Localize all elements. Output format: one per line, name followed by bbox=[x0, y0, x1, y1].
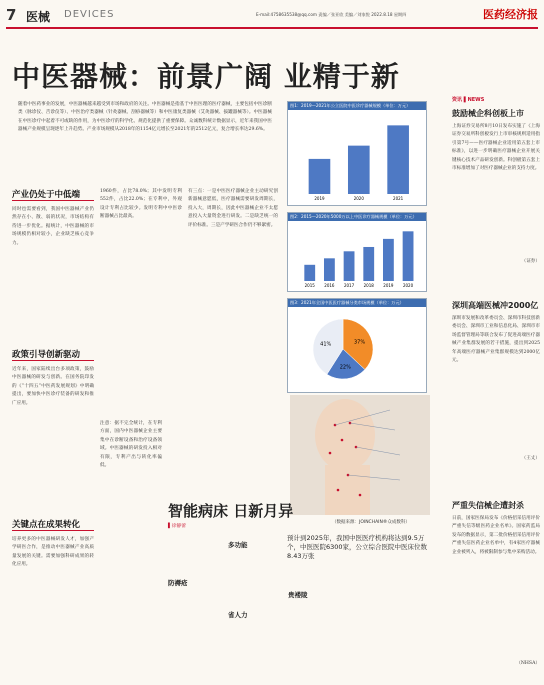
news-item-1-source: （证券） bbox=[521, 259, 540, 264]
column-1-text: 同时也需要看到，我国中医器械产业仍然存在小、散、弱的状况，市场结构有待进一步优化。据统计，中医器械的市场规模仍相对较小，企业缺乏核心竞争力。 bbox=[12, 207, 94, 246]
chart-bar bbox=[304, 265, 315, 281]
news-item-1-text: 上海证券交易所8月10日发布实施了《上海证券交易所科创板发行上市审核规则适用指引第7号——医疗器械企业适用第五套上市标准》，以进一步明确医疗器械企业开展关键核心技术产品研发创新。科创板第五套上市标准增加了对医疗器械企业的支持力度。 bbox=[452, 124, 540, 172]
article-2-subhead-4: 贵褛陵 bbox=[288, 591, 308, 599]
column-3-text: 有三点：一是中医医疗器械企业主动研究创新器械意愿低，医疗器械需要研发周期长，投入大，周期长，因此中医器械企业不太愿意投入大量资金进行研发。二是缺乏统一的评价标准。三是产学研医合作仍不够紧密。 bbox=[188, 189, 278, 228]
chart-1 bbox=[287, 101, 427, 206]
news-item-1 bbox=[452, 108, 540, 266]
chart-tick-label: 2019 bbox=[383, 283, 394, 288]
chart-tick-label: 2015 bbox=[304, 283, 315, 288]
chart-tick-label: 2021 bbox=[393, 196, 404, 201]
news-item-2-text: 深圳市发展和改革委员会、深圳市科技创新委员会、深圳市工业和信息化局、深圳市市场监督管理局等联合发布了促进高端医疗器械产业集群发展的若干措施，提出到2025年高端医疗器械产业集群规模达到2000亿元。 bbox=[452, 316, 540, 364]
chart-bar bbox=[309, 159, 331, 194]
chart-1-plot bbox=[288, 110, 426, 202]
article-2-subhead-2: 多功能 bbox=[228, 541, 248, 549]
article-2-title: 智能病床 日新月异 bbox=[168, 502, 294, 520]
chart-bar bbox=[344, 251, 355, 281]
column-2-text: 1960件，占比78.0%；其中发明专利552件，占比22.0%；在专利中，外观设计专利占比较少。发明专利中中医诊断器械占比最高。 bbox=[100, 189, 182, 220]
highlight-stat: 预计到2025年，我国中医医疗机构将达到9.5万个，中医医院6300家，公立综合医院中医床位数8.43万张 bbox=[287, 534, 428, 560]
section-heading-2: 政策引导创新驱动 bbox=[12, 350, 81, 360]
chart-2-title: 图2：2015—2020年5000万以上中医诊疗器械规模（单位：万元） bbox=[288, 213, 426, 221]
lead-paragraph: 随着中医药事业的发展，中医器械越来越受到市场和政府的关注。中医器械是指基于中医医理的医疗器械，主要包括中医诊断类（脉诊仪、舌诊仪等）、中医治疗类器械（针灸器械、刮痧器械等）和中医康复类器械（艾灸器械、拔罐器械等）。中医器械在中医诊疗中起着不可或缺的作用，为中医诊疗的科学化、规范化提供了重要保障。众诚数科统计数据显示，近年来我国中医器械产业规模呈现逐年上升趋势。产业市场规模从2018年的1154亿元增长至2021年的2512亿元，复合增长率达29.6%。 bbox=[18, 102, 272, 133]
chart-tick-label: 2020 bbox=[402, 283, 414, 288]
divider bbox=[12, 200, 94, 201]
section-heading-1: 产业仍处于中低端 bbox=[12, 190, 81, 200]
page-header bbox=[6, 4, 538, 26]
news-item-3 bbox=[452, 500, 540, 668]
newspaper-logo: 医药经济报 bbox=[483, 8, 538, 21]
column-2b-text: 注意：据不完全统计，在专利方面，国内中医器械企业主要集中在诊断设备和治疗设备领域。中医器械的研发投入相对有限，专利产出与转化率偏低。 bbox=[100, 421, 162, 469]
page-number: 7 bbox=[6, 6, 17, 24]
chart-tick-label: 2016 bbox=[324, 283, 335, 288]
column-1b-text: 近年来，国家陆续出台多项政策，鼓励中医器械的研发与创新。在国务院印发的《“十四五”中医药发展规划》中明确提出，要加快中医诊疗装备的研发和推广应用。 bbox=[12, 367, 94, 406]
chart-2 bbox=[287, 212, 427, 292]
news-item-3-source: （NHSA） bbox=[516, 661, 540, 666]
page-title: 中医器械：前景广阔 业精于新 bbox=[12, 60, 400, 93]
chart-bar bbox=[383, 239, 394, 281]
image-caption: （数据来源：JOINCHAIN®众成数科） bbox=[332, 520, 410, 525]
chart-3-title: 图3：2021年全国中医医疗器械分类市场规模（单位：万元） bbox=[288, 299, 426, 307]
news-item-2-title: 深圳高端医械冲2000亿 bbox=[452, 301, 539, 310]
section-label: 医械 bbox=[26, 10, 51, 24]
acupuncture-figure-image bbox=[290, 395, 430, 515]
divider bbox=[12, 530, 94, 531]
divider bbox=[12, 360, 94, 361]
column-1c-text: 培养更多的中医器械研发人才，加强产学研医合作，是推动中医器械产业高质量发展的关键。需要加强科研成果的转化应用。 bbox=[12, 537, 94, 568]
news-tag: 资讯 ▌NEWS bbox=[452, 97, 485, 103]
chart-3 bbox=[287, 298, 427, 393]
pie-label: 22% bbox=[339, 364, 351, 371]
chart-1-title: 图1：2019—2021年公立医院中医诊疗器械规模（单位：万元） bbox=[288, 102, 426, 110]
chart-tick-label: 2020 bbox=[353, 196, 364, 201]
pie-chart bbox=[288, 307, 426, 389]
header-rule bbox=[6, 27, 538, 29]
chart-bar bbox=[387, 125, 409, 194]
article-2-subhead-3: 省人力 bbox=[228, 611, 248, 619]
section-label-en: DEVICES bbox=[64, 9, 115, 20]
pie-label: 37% bbox=[353, 339, 366, 346]
news-item-2-source: （王丈） bbox=[521, 456, 540, 461]
chart-bar bbox=[348, 146, 370, 194]
news-item-3-text: 日前，国家医保局发布《价格招采信用评价严重失信等级医药企业名单》。国家药监局发布的数据显示，第二批价格招采信用评价严重失信医药企业名单中，有4家医疗器械企业被列入，将被限制参与集中采购活动。 bbox=[452, 516, 540, 555]
chart-bar bbox=[363, 247, 374, 281]
chart-bar bbox=[403, 231, 414, 281]
chart-2-plot bbox=[288, 221, 426, 289]
chart-tick-label: 2019 bbox=[314, 196, 325, 201]
news-item-1-title: 鼓励械企科创板上市 bbox=[452, 109, 524, 118]
article-2-byline: ▌徐静蕾 bbox=[168, 524, 187, 529]
section-heading-3: 关键点在成果转化 bbox=[12, 520, 81, 530]
chart-tick-label: 2018 bbox=[363, 283, 374, 288]
news-item-2 bbox=[452, 300, 540, 463]
chart-bar bbox=[324, 258, 335, 281]
news-item-3-title: 严重失信械企遭封杀 bbox=[452, 501, 524, 510]
header-meta: E-mail:4758635538@qq.com 责编／张亚欣 美编／刘家悦 2022.8.18 星期四 bbox=[256, 12, 407, 17]
pie-label: 41% bbox=[320, 341, 332, 348]
chart-tick-label: 2017 bbox=[343, 283, 355, 288]
article-2-subhead-1: 防褥疮 bbox=[168, 579, 188, 587]
